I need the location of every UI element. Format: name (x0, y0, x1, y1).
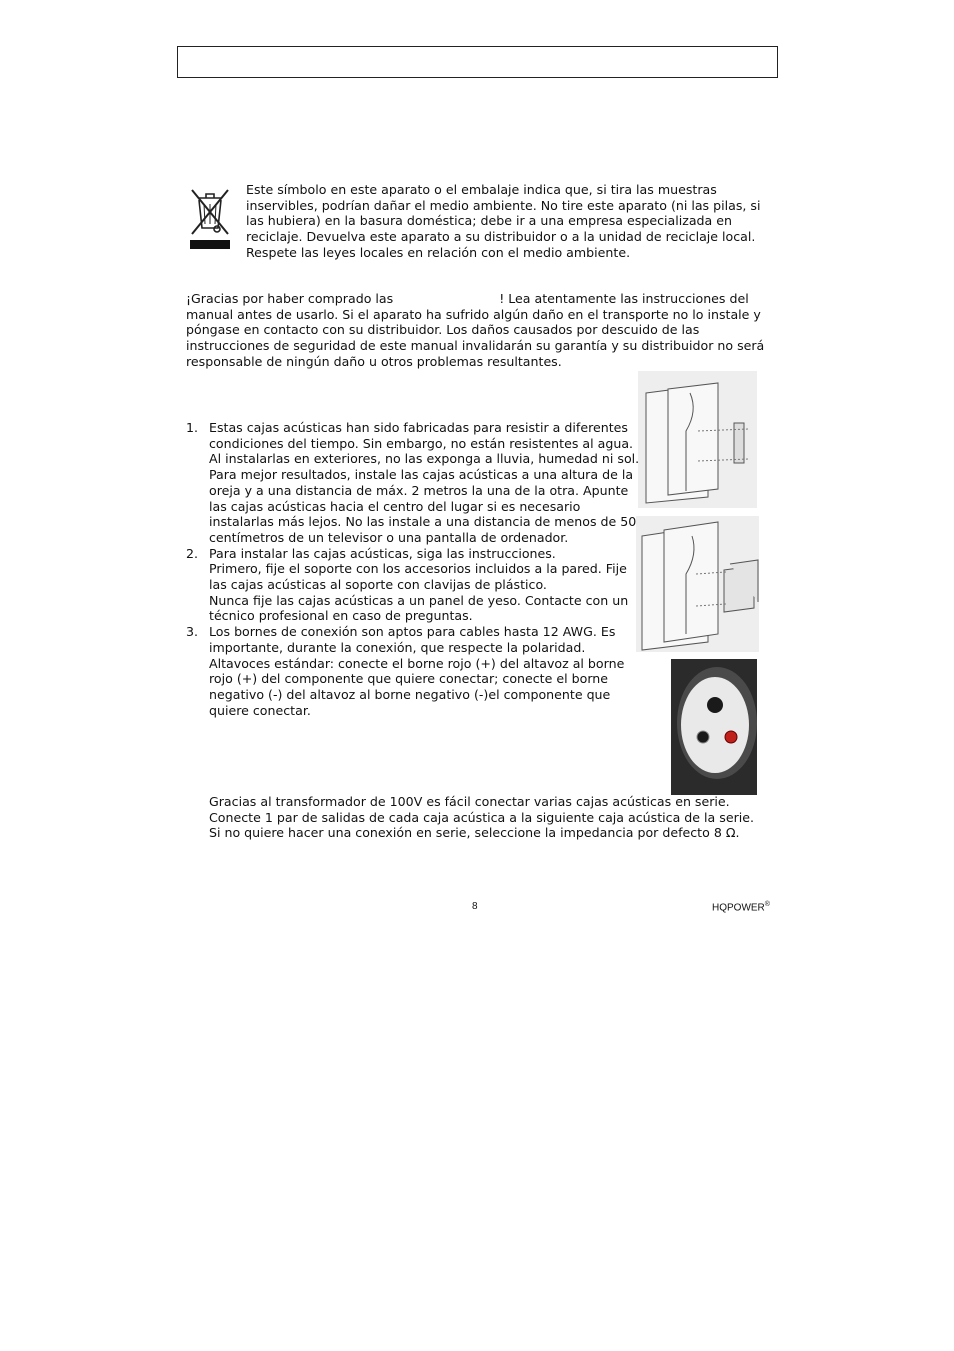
step-text: Estas cajas acústicas han sido fabricadas para resistir a diferentes condiciones del tiempo. Sin embargo, no están resistentes al agua. Al instalarlas en exteriores, no las exponga a lluvia, humedad ni sol. (209, 420, 640, 467)
step-number: 2. (186, 545, 199, 561)
brand-name: HQPOWER (712, 902, 765, 914)
step-text: Primero, fije el soporte con los accesorios incluidos a la pared. Fije las cajas acústicas al soporte con clavijas de plástico. (209, 561, 627, 593)
step-text: Nunca fije las cajas acústicas a un panel de yeso. Contacte con un técnico profesional en caso de preguntas. (209, 592, 629, 624)
registered-mark: ® (764, 901, 770, 908)
crossed-out-wheeled-bin-icon (186, 184, 234, 252)
step-text: Para mejor resultados, instale las cajas acústicas a una altura de la oreja y a una distancia de máx. 2 metros la una de la otra. Apunte las cajas acústicas hacia el centro del lugar si es necesario instalarlas más lejos. No las instale a una distancia de menos de 50 centímetros de un televisor o una pantalla de ordenador. (209, 467, 637, 545)
step-number: 3. (186, 624, 199, 640)
header-box (177, 46, 778, 78)
intro-text-after: ! Lea atentamente las instrucciones del manual antes de usarlo. Si el aparato ha sufrido algún daño en el transporte no lo instale y póngase en contacto con su distribuidor. Los daños causados por descuido de las instrucciones de seguridad de este manual invalidarán su garantía y su distribuidor no será responsable de ningún daño u otros problemas resultantes. (186, 291, 765, 369)
step-text: Los bornes de conexión son aptos para cables hasta 12 AWG. Es importante, durante la conexión, que respecte la polaridad. (209, 624, 616, 655)
step-text: Para instalar las cajas acústicas, siga las instrucciones. (209, 545, 556, 561)
step-2 (186, 546, 643, 625)
page-number: 8 (472, 901, 478, 912)
speaker-terminal-photo (671, 659, 757, 795)
footer-brand (712, 901, 770, 913)
step-text: Altavoces estándar: conecte el borne rojo (+) del altavoz al borne rojo (+) del componente que quiere conectar; conecte el borne negativo (-) del altavoz al borne negativo (-)el componente que quiere conectar. (209, 655, 625, 718)
wall-mount-diagram-1 (638, 371, 757, 508)
wall-mount-diagram-2 (636, 516, 759, 652)
step-3 (186, 624, 643, 718)
step-1 (186, 420, 643, 546)
transformer-paragraph: Gracias al transformador de 100V es fácil conectar varias cajas acústicas en serie. Conecte 1 par de salidas de cada caja acústica a la siguiente caja acústica de la serie. Si no quiere hacer una conexión en serie, seleccione la impedancia por defecto 8 Ω. (209, 794, 754, 841)
intro-text-before: ¡Gracias por haber comprado las (186, 291, 394, 306)
weee-disposal-text: Este símbolo en este aparato o el embalaje indica que, si tira las muestras inservibles, podrían dañar el medio ambiente. No tire este aparato (ni las pilas, si las hubiera) en la basura doméstica; debe ir a una empresa especializada en reciclaje. Devuelva este aparato a su distribuidor o a la unidad de reciclaje local. Respete las leyes locales en relación con el medio ambiente. (246, 182, 761, 260)
step-number: 1. (186, 420, 199, 435)
intro-paragraph (186, 291, 776, 370)
installation-steps (186, 420, 643, 718)
